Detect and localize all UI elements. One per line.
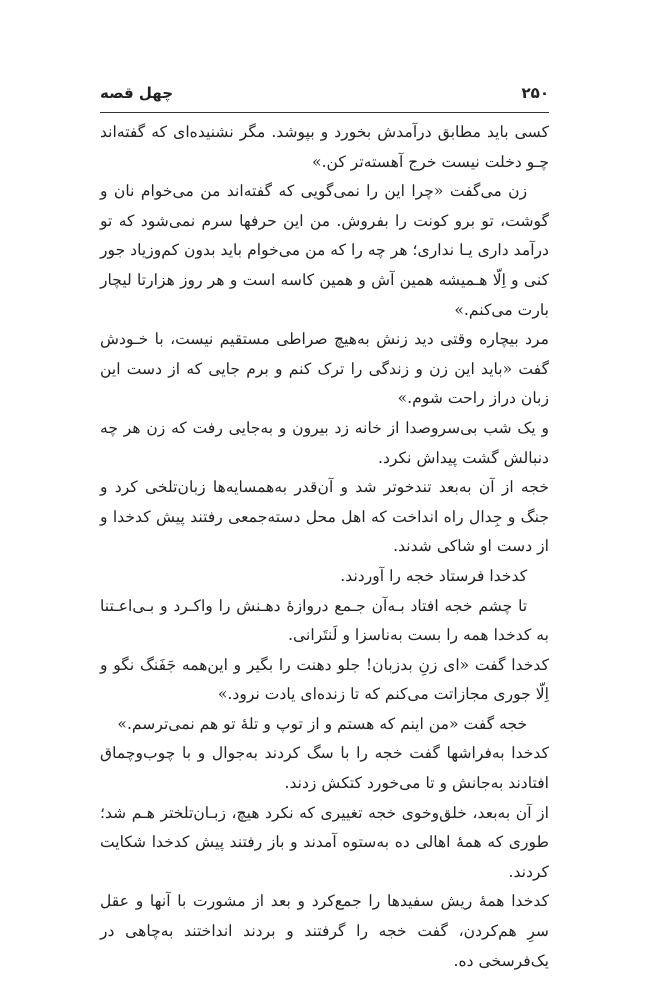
paragraph: مرد بیچاره وقتی دید زنش به‌هیچ صراطی مستقیم نیست، با خـودش گفت «باید این زن و زندگی را ترک کنم و برم جایی که از دست این زبان دراز راحت شوم.» <box>100 330 549 408</box>
paragraph: و یک شب بی‌سروصدا از خانه زد بیرون و به‌جایی رفت که زن هر چه دنبالش گشت پیداش نکرد. <box>100 418 549 467</box>
paragraph: خجه از آن به‌بعد تندخوتر شد و آن‌قدر به‌همسایه‌ها زبان‌تلخی کرد و جنگ و جِدال راه انداخت که اهل محل دسته‌جمعی رفتند پیش کدخدا و از دست او شاکی شدند. <box>100 478 549 556</box>
paragraph: کسی باید مطابق درآمدش بخورد و بپوشد. مگر نشنیده‌ای که گفته‌اند چـو دخلت نیست خرج آهسته‌تر کن.» <box>100 123 549 171</box>
paragraph: خجه گفت «من اینم که هستم و از توپ و تلهٔ تو هم نمی‌ترسم.» <box>117 714 528 733</box>
paragraph: از آن به‌بعد، خلق‌وخوی خجه تغییری که نکرد هیچ، زبـان‌تلختر هـم شد؛ طوری که همهٔ اهالی ده به‌ستوه آمدند و باز رفتند پیش کدخدا شکایت کردند. <box>100 803 549 881</box>
paragraph: کدخدا گفت «ای زنِ بدزبان! جلو دهنت را بگیر و این‌همه جَفَنگ نگو و اِلّا جوری مجازاتت می‌کنم که تا زنده‌ای یادت نرود.» <box>100 655 549 704</box>
story-text <box>100 118 549 976</box>
paragraph: تا چشم خجه افتاد بـه‌آن جـمع دروازهٔ دهـنش را واکـرد و بـی‌اعـتنا به کدخدا همه را بست به‌ناسزا و لَنتَرانی. <box>100 596 549 645</box>
paragraph: کدخدا همهٔ ریش سفیدها را جمع‌کرد و بعد از مشورت با آنها و عقل سرِ هم‌کردن، گفت خجه را گرفتند و بردند انداختند به‌چاهی در یک‌فرسخی ده. <box>100 892 549 970</box>
running-header <box>100 84 549 113</box>
page-number: ۲۵۰ <box>521 84 549 102</box>
paragraph: زن می‌گفت «چرا این را نمی‌گویی که گفته‌اند من می‌خوام نان و گوشت، تو برو کونت را بفروش. من این حرفها سرم نمی‌شود که تو درآمد داری یـا نداری؛ هر چه را که من می‌خوام باید بدون کم‌وزیاد جور کنی و اِلّا هـمیشه همین آش و همین کاسه است و هر روز هزارتا لیچار بارت می‌کنم.» <box>100 182 549 319</box>
paragraph: کدخدا به‌فراشها گفت خجه را با سگ کردند به‌جوال و با چوب‌وچماق افتادند به‌جانش و تا می‌خورد کتکش زدند. <box>100 744 549 793</box>
paragraph: کدخدا فرستاد خجه را آوردند. <box>340 566 528 585</box>
book-title: چهل قصه <box>100 84 174 102</box>
